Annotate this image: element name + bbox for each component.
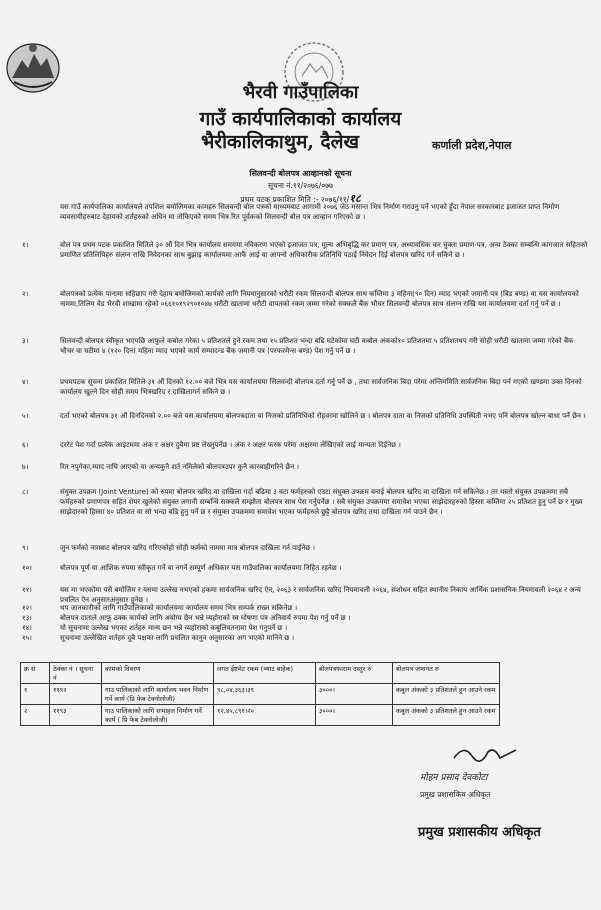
condition-text: थप जानकारीको लागि गाउँपालिकाको कार्यालयमा कार्यालय समय भित्र सम्पर्क राख्न सकिनेछ । — [60, 604, 298, 612]
condition-item — [22, 462, 588, 472]
signatory-designation: प्रमुख प्रशासकिय अधिकृत — [420, 790, 491, 799]
designation-stamp: प्रमुख प्रशासकीय अधिकृत — [418, 825, 541, 840]
col-bid-security: बोलपत्र जमानत रु — [393, 663, 500, 684]
cell-bid-security: कबुल अंकको ३ प्रतिशतले हुन आउने रकम — [393, 705, 500, 726]
cell-contract-no: ११९३ — [50, 705, 102, 726]
condition-item — [22, 613, 588, 623]
condition-item — [22, 487, 588, 517]
condition-number: १। — [22, 241, 29, 249]
condition-item — [22, 336, 588, 356]
cell-description: गाउ पालिकाको लागि सभाहल निर्माण गर्ने कार्य ( प्रि फेब टेक्नोलोजी) — [102, 705, 214, 726]
table-row — [21, 684, 500, 705]
condition-number: ८। — [22, 488, 29, 496]
condition-number: ९। — [22, 544, 29, 552]
col-description: कामको विवरण — [102, 663, 214, 684]
cell-estimate: १२,४५,८९१।२० — [214, 705, 316, 726]
condition-text: यस मा भएकोमा यसै बमोजिम र यसमा उल्लेख नभएको हकमा सार्वजनिक खरिद ऐन, २०६३ र सार्वजनिक खरिद नियमावली २०६४, संशोधन सहित स्थानीय निकाय आर्थिक प्रशासनिक नियमावली २०६४ र अन्य प्रचलित ऐन अनुसारअनुसार हुनेछ । — [60, 586, 581, 604]
col-serial: क्र सं — [21, 663, 50, 684]
cell-form-fee: ३०००। — [316, 705, 393, 726]
condition-text: प्रथमपटक सूचना प्रकाशित मितिले ३१ औं दिनको १२.०० बजे भित्र यस कार्यालयमा सिलवन्दी बोलपत्र दर्ता गर्नु पर्ने छ , तथा सार्वजनिक बिदा परेमा अन्तिममिति सार्वजनिक बिदा पर्न गएको खण्डमा उक्त दिनको कार्यालय खुल्ने दिन सोही समय भित्रखरिद र दाखिलागर्न सकिने छ । — [60, 378, 582, 396]
condition-item — [22, 411, 588, 421]
condition-text: बोलपत्रको प्रत्येक पानामा सहिछाप गरी देहाय बमोजिमको कार्यको लागि नियमानुसारको धरौटी रकम सिलवन्दी बोलपत्र साथ कम्तिमा ३ महिना(९० दिन) म्याद भएको जमानी पत्र (बिड बण्ड) वा यस कार्यालयको नाममा,तिलिम वेड भैरवी शाखामा रहेको ०६६१०१९२९०१०४७ धरौटी खातामा धरौटी वापतको रकम जम्मा गरेको सक्कलै बैंक भौचर सिलवन्दी बोलपत्र साथ संलग्न राखि यस कार्यालयमा दर्ता गर्नु पर्ने छ । — [60, 290, 579, 308]
condition-text: बोलपत्र पूर्ण वा आंशिक रुपमा स्वीकृत गर्ने वा नगर्ने सम्पूर्ण अधिकार यस गाउँपालिका कार्यालयमा निहित रहनेछ । — [60, 564, 342, 572]
condition-item — [22, 623, 588, 633]
notice-number: सूचना नं.११/२०७६/०७७ — [267, 181, 334, 190]
cell-estimate: ९८,०४,३६३।३९ — [214, 684, 316, 705]
condition-item — [22, 240, 588, 260]
cell-bid-security: कबुल अंकको ३ प्रतिशतले हुन आउने रकम — [393, 684, 500, 705]
condition-number: १५। — [22, 634, 32, 642]
province-name: कर्णाली प्रदेश,नेपाल — [432, 139, 512, 152]
col-contract-no: ठेक्का नं । सूचना नं — [50, 663, 102, 684]
office-location: भैरीकालिकाथुम, दैलेख — [200, 131, 360, 153]
condition-number: ४। — [22, 378, 29, 386]
cell-serial: २ — [21, 705, 50, 726]
cell-contract-no: ११९२ — [50, 684, 102, 705]
condition-number: ३। — [22, 337, 29, 345]
signatory-name: मोहन प्रसाद देवकोटा — [420, 773, 488, 783]
col-estimate: लगत ईष्टमेट रकम (भ्याट बाहेक) — [214, 663, 316, 684]
condition-item — [22, 633, 588, 643]
condition-item — [22, 440, 588, 450]
notice-title: सिलवन्दी बोलपत्र आव्हानको सूचना — [249, 169, 352, 178]
condition-number: १३। — [22, 614, 32, 622]
condition-number: २। — [22, 290, 29, 298]
condition-text: यो सूचनामा उल्लेख भएका शर्तहरु मान्य छन भन्ने व्यहोराको कबुलियतनामा पेश गनुपर्ने छ । — [60, 624, 288, 632]
condition-item — [22, 563, 588, 573]
notice-date-handwritten: १८ — [349, 192, 361, 205]
condition-item — [22, 377, 588, 397]
cell-serial: १ — [21, 684, 50, 705]
condition-number: १४। — [22, 624, 32, 632]
condition-text: बोलपत्र दाताले आफू ठक्क कार्यको लागि अयोग्य छैन भन्ने व्यहोराको स्व घोषणा पत्र अनिवार्य रुपमा पेश गर्नु पर्ने छ । — [60, 614, 351, 622]
condition-text: सूचनामा उल्लेखित शर्तहरु दुबै पक्षका लागि प्रचलित कानुन अनुसारका अग भएको मानिने छ । — [60, 634, 295, 642]
cell-description: गाउ पालिकाको लागि कार्यालय भवन निर्माण गर्ने कार्य (प्रि फेब टेक्नोलोजी) — [102, 684, 214, 705]
condition-item — [22, 289, 588, 309]
condition-item — [22, 585, 588, 605]
condition-item — [22, 543, 588, 553]
signature-icon — [450, 740, 520, 766]
table-row — [21, 705, 500, 726]
condition-number: ११। — [22, 586, 32, 594]
condition-text: रित नपुगेका,म्याद नाघि आएको वा अन्यकुनै शर्त नमिलेको बोलपत्रउपर कुनै कारबाहीगरिने छैन । — [60, 463, 299, 471]
notice-date-label: प्रथम पटक प्रकाशित मिति :- २०७६/११/ — [240, 195, 350, 204]
table-header-row — [21, 663, 500, 684]
condition-number: ७। — [22, 463, 29, 471]
col-form-fee: बोलपत्रफाराम दस्तुर रु — [316, 663, 393, 684]
condition-text: सिलवन्दी बोलपत्र स्वीकृत भएपछि आफुले कबोल गरेका ५ प्रतिशतले हुने रकम तथा १५ प्रतिशत भन्दा बढि घटेकोमा घटी कबोल अंकको१० प्रतिशतमा ५ प्रतिशतथप गरी सोही धरौटी खातामा जम्मा गरेको बैंक भौचर वा घटीमा ४ (१२० दिन) महिना म्याद भएको कार्य सम्पादन्ड बैंक जमानी पत्र (परफरमेन्स बण्ड) पेश गर्नु पर्ने छ । — [60, 337, 574, 355]
condition-item — [22, 603, 588, 613]
condition-number: ५। — [22, 412, 29, 420]
condition-number: १२। — [22, 604, 32, 612]
tender-table — [20, 662, 500, 726]
cell-form-fee: ३०००। — [316, 684, 393, 705]
condition-number: १०। — [22, 564, 32, 572]
condition-text: बोल पत्र प्रथम पटक प्रकाशित मितिले ३० औं दिन भित्र कार्यालय समयमा नविकरण भएको इजाजत पत्र, मूल्य अभिबृद्धि कर प्रमाण पत्र, अध्यावधिक कर चुक्ता प्रमाण-पत्र, अन्य ठेक्का सम्बन्धि कागजात सहितको प्रमाणित प्रतिलिपिहरु संलग्न राखि निवेदनका साथ बुझाइ कार्यालयमा आफैं आई वा आफ्नो अधिकारीक प्रतिनिधि पठाई निवेदन दिई बोलपत्र खरिद गर्न सकिने छ । — [60, 241, 588, 259]
municipality-name: भैरवी गाउँपालिका — [242, 82, 359, 103]
condition-text: दर्ता भएको बोलपत्र ३१ औं दिनदिनको २.०० बजे यस कार्यालयमा बोलपत्रदाता वा निजको प्रतिनिधिको रोहवरमा खोलिने छ । बोलपत्र दाता वा निजको प्रतिनिधि उपस्थिती नभए पनि बोलपत्र खोल्न बाधा पर्ने छैन । — [60, 412, 586, 420]
office-name: गाउँ कार्यपालिकाको कार्यालय — [199, 108, 402, 130]
notice-intro: यस गाउँ कार्यपालिका कार्यालयले तपशिल बमोजिमका कामहरु सिलवन्दी बोल पत्रको माध्यमबाट आगामी २०७६ जेठ मसान्त भित्र निर्माण गराउनु पर्ने भएको हुँदा नेपाल सरकारबाट इजाजत प्राप्त निर्माण व्यवसायीहरुबाट देहायको शर्तहरुको अधिन मा तोकिएको समय भित्र रित पूर्वकको सिलवन्दी बोल पत्र आव्हान गरिएको छ । — [60, 203, 560, 221]
condition-text: दररेट पेश गर्दा प्रत्येक आइटममा अंक र अक्षर दुबैमा प्रष्ट लेख्नुपर्नेछ । अंक र अक्षर फरक परेमा अक्षरमा लेखिएको लाई मान्यता दिईनेछ । — [60, 441, 401, 449]
condition-text: संयुक्त उपक्रम (Joint Venture) को रुपमा बोलपत्र खरिद वा दाखिला गर्दा बढिमा ३ वटा फर्महरुको एउटा संयुक्त उपक्रम बनाई बोलपत्र खरिद वा दाखिला गर्न सकिनेछ । तर यस्तो संयुक्त उपक्रममा सबै फर्महरुको प्रमाणपत्र सहित शेयर खुलेको संयुक्त लगानी सम्बन्धि सक्कलै सम्झौता बोलपत्र साथ पेस गर्नुपर्नेछ । सबै संयुक्त उपक्रममा समावेश भएका साझेदारहरुको हिस्सा कम्तिमा २५ प्रतिशत हुनु पर्ने छ र मुख्य साझेदारको हिस्सा ४० प्रतिशत वा सो भन्दा बढि हुनु पर्ने छ र संयुक्त उपक्रममा समावेश भएका फर्महरुले छुट्टै बोलपत्र खरिद तथा दाखिला गर्न पाउने छैन । — [60, 488, 583, 516]
condition-number: ६। — [22, 441, 29, 449]
condition-text: जुन फर्मको नामबाट बोलपत्र खरिद गरिएकोहो सोही फर्मको नाममा मात्र बोलपत्र दाखिला गर्न पाईनेछ । — [60, 544, 316, 552]
